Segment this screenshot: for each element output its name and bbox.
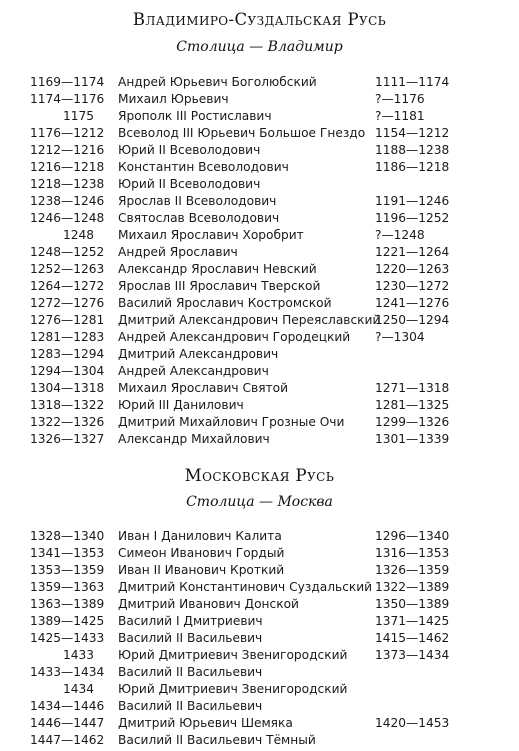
table-row	[0, 431, 519, 448]
ruler-name: Дмитрий Юрьевич Шемяка	[118, 716, 293, 730]
reign-years: 1363—1389	[30, 597, 105, 611]
ruler-name: Александр Михайлович	[118, 432, 270, 446]
ruler-name: Михаил Ярославич Святой	[118, 381, 289, 395]
section-title-vladimir: Владимиро-Суздальская Русь	[132, 10, 387, 29]
life-years: 1350—1389	[375, 597, 450, 611]
reign-years: 1175	[62, 109, 94, 123]
life-years: 1322—1389	[375, 580, 450, 594]
life-years: 1188—1238	[375, 143, 450, 157]
life-years: 1111—1174	[375, 75, 450, 89]
reign-years: 1216—1218	[30, 160, 105, 174]
life-years: 1296—1340	[375, 529, 450, 543]
section-capital-vladimir: Столица — Владимир	[176, 39, 343, 55]
table-row	[0, 545, 519, 562]
table-row	[0, 346, 519, 363]
ruler-name: Дмитрий Михайлович Грозные Очи	[118, 415, 345, 429]
reign-years: 1283—1294	[30, 347, 105, 361]
life-years: 1221—1264	[375, 245, 450, 259]
ruler-name: Святослав Всеволодович	[118, 211, 280, 225]
life-years: 1371—1425	[375, 614, 450, 628]
ruler-name: Василий II Васильевич	[118, 631, 263, 645]
ruler-name: Дмитрий Александрович Переяславский	[118, 313, 381, 327]
reign-years: 1218—1238	[30, 177, 105, 191]
life-years: 1191—1246	[375, 194, 450, 208]
table-row	[0, 613, 519, 630]
life-years: 1301—1339	[375, 432, 450, 446]
ruler-name: Симеон Иванович Гордый	[118, 546, 285, 560]
ruler-name: Василий Ярославич Костромской	[118, 296, 332, 310]
life-years: ?—1176	[375, 92, 425, 106]
ruler-name: Юрий Дмитриевич Звенигородский	[118, 648, 348, 662]
reign-years: 1246—1248	[30, 211, 105, 225]
reign-years: 1272—1276	[30, 296, 105, 310]
life-years: 1186—1218	[375, 160, 450, 174]
reign-years: 1252—1263	[30, 262, 105, 276]
table-row	[0, 91, 519, 108]
reign-years: 1434—1446	[30, 699, 105, 713]
life-years: 1154—1212	[375, 126, 450, 140]
ruler-name: Андрей Александрович Городецкий	[118, 330, 351, 344]
table-row	[0, 397, 519, 414]
table-row	[0, 528, 519, 545]
ruler-name: Дмитрий Александрович	[118, 347, 279, 361]
ruler-name: Василий II Васильевич	[118, 665, 263, 679]
table-row	[0, 596, 519, 613]
ruler-name: Всеволод III Юрьевич Большое Гнездо	[118, 126, 366, 140]
reign-years: 1322—1326	[30, 415, 105, 429]
life-years: 1241—1276	[375, 296, 450, 310]
ruler-name: Михаил Ярославич Хоробрит	[118, 228, 304, 242]
life-years: ?—1304	[375, 330, 425, 344]
table-row	[0, 108, 519, 125]
reign-years: 1294—1304	[30, 364, 105, 378]
reign-years: 1389—1425	[30, 614, 105, 628]
life-years: ?—1248	[375, 228, 425, 242]
ruler-name: Юрий II Всеволодович	[118, 143, 261, 157]
ruler-name: Василий I Дмитриевич	[118, 614, 263, 628]
ruler-name: Андрей Ярославич	[118, 245, 238, 259]
reign-years: 1433—1434	[30, 665, 105, 679]
table-row	[0, 329, 519, 346]
reign-years: 1238—1246	[30, 194, 105, 208]
reign-years: 1248	[62, 228, 94, 242]
ruler-name: Ярополк III Ростиславич	[118, 109, 272, 123]
life-years: 1250—1294	[375, 313, 450, 327]
reign-years: 1359—1363	[30, 580, 105, 594]
table-row	[0, 193, 519, 210]
life-years: 1373—1434	[375, 648, 450, 662]
ruler-name: Юрий II Всеволодович	[118, 177, 261, 191]
life-years: 1316—1353	[375, 546, 450, 560]
ruler-name: Иван II Иванович Кроткий	[118, 563, 285, 577]
table-row	[0, 630, 519, 647]
reign-years: 1446—1447	[30, 716, 105, 730]
ruler-name: Юрий III Данилович	[118, 398, 244, 412]
table-row	[0, 261, 519, 278]
life-years: 1230—1272	[375, 279, 450, 293]
table-row	[0, 647, 519, 664]
table-row	[0, 278, 519, 295]
ruler-name: Михаил Юрьевич	[118, 92, 229, 106]
section-capital-moscow: Столица — Москва	[186, 494, 333, 510]
life-years: 1420—1453	[375, 716, 450, 730]
ruler-name: Юрий Дмитриевич Звенигородский	[118, 682, 348, 696]
life-years: 1299—1326	[375, 415, 450, 429]
ruler-name: Андрей Юрьевич Боголюбский	[118, 75, 317, 89]
reign-years: 1447—1462	[30, 733, 105, 747]
table-row	[0, 562, 519, 579]
table-row	[0, 74, 519, 91]
ruler-name: Андрей Александрович	[118, 364, 269, 378]
reign-years: 1276—1281	[30, 313, 105, 327]
ruler-name: Александр Ярославич Невский	[118, 262, 317, 276]
reign-years: 1264—1272	[30, 279, 105, 293]
table-row	[0, 244, 519, 261]
table-row	[0, 715, 519, 732]
reign-years: 1176—1212	[30, 126, 105, 140]
table-row	[0, 142, 519, 159]
reign-years: 1318—1322	[30, 398, 105, 412]
table-row	[0, 210, 519, 227]
table-row	[0, 159, 519, 176]
ruler-name: Василий II Васильевич Тёмный	[118, 733, 316, 747]
ruler-name: Ярослав II Всеволодович	[118, 194, 277, 208]
table-row	[0, 295, 519, 312]
reign-years: 1212—1216	[30, 143, 105, 157]
ruler-name: Ярослав III Ярославич Тверской	[118, 279, 321, 293]
table-row	[0, 227, 519, 244]
table-row	[0, 732, 519, 749]
table-row	[0, 698, 519, 715]
reign-years: 1281—1283	[30, 330, 105, 344]
life-years: ?—1181	[375, 109, 425, 123]
reign-years: 1425—1433	[30, 631, 105, 645]
life-years: 1415—1462	[375, 631, 450, 645]
table-row	[0, 414, 519, 431]
reign-years: 1341—1353	[30, 546, 105, 560]
life-years: 1281—1325	[375, 398, 450, 412]
table-row	[0, 363, 519, 380]
reign-years: 1304—1318	[30, 381, 105, 395]
reign-years: 1434	[62, 682, 94, 696]
table-row	[0, 681, 519, 698]
reign-years: 1353—1359	[30, 563, 105, 577]
section-title-moscow: Московская Русь	[184, 466, 335, 485]
reign-years: 1174—1176	[30, 92, 105, 106]
table-row	[0, 312, 519, 329]
reign-years: 1326—1327	[30, 432, 105, 446]
reign-years: 1248—1252	[30, 245, 105, 259]
table-row	[0, 176, 519, 193]
table-row	[0, 125, 519, 142]
reign-years: 1433	[62, 648, 94, 662]
table-row	[0, 380, 519, 397]
life-years: 1271—1318	[375, 381, 450, 395]
ruler-name: Иван I Данилович Калита	[118, 529, 282, 543]
reign-years: 1328—1340	[30, 529, 105, 543]
life-years: 1220—1263	[375, 262, 450, 276]
life-years: 1196—1252	[375, 211, 450, 225]
ruler-name: Дмитрий Иванович Донской	[118, 597, 299, 611]
table-row	[0, 664, 519, 681]
ruler-name: Константин Всеволодович	[118, 160, 289, 174]
table-row	[0, 579, 519, 596]
life-years: 1326—1359	[375, 563, 450, 577]
reign-years: 1169—1174	[30, 75, 105, 89]
ruler-name: Дмитрий Константинович Суздальский	[118, 580, 373, 594]
ruler-name: Василий II Васильевич	[118, 699, 263, 713]
